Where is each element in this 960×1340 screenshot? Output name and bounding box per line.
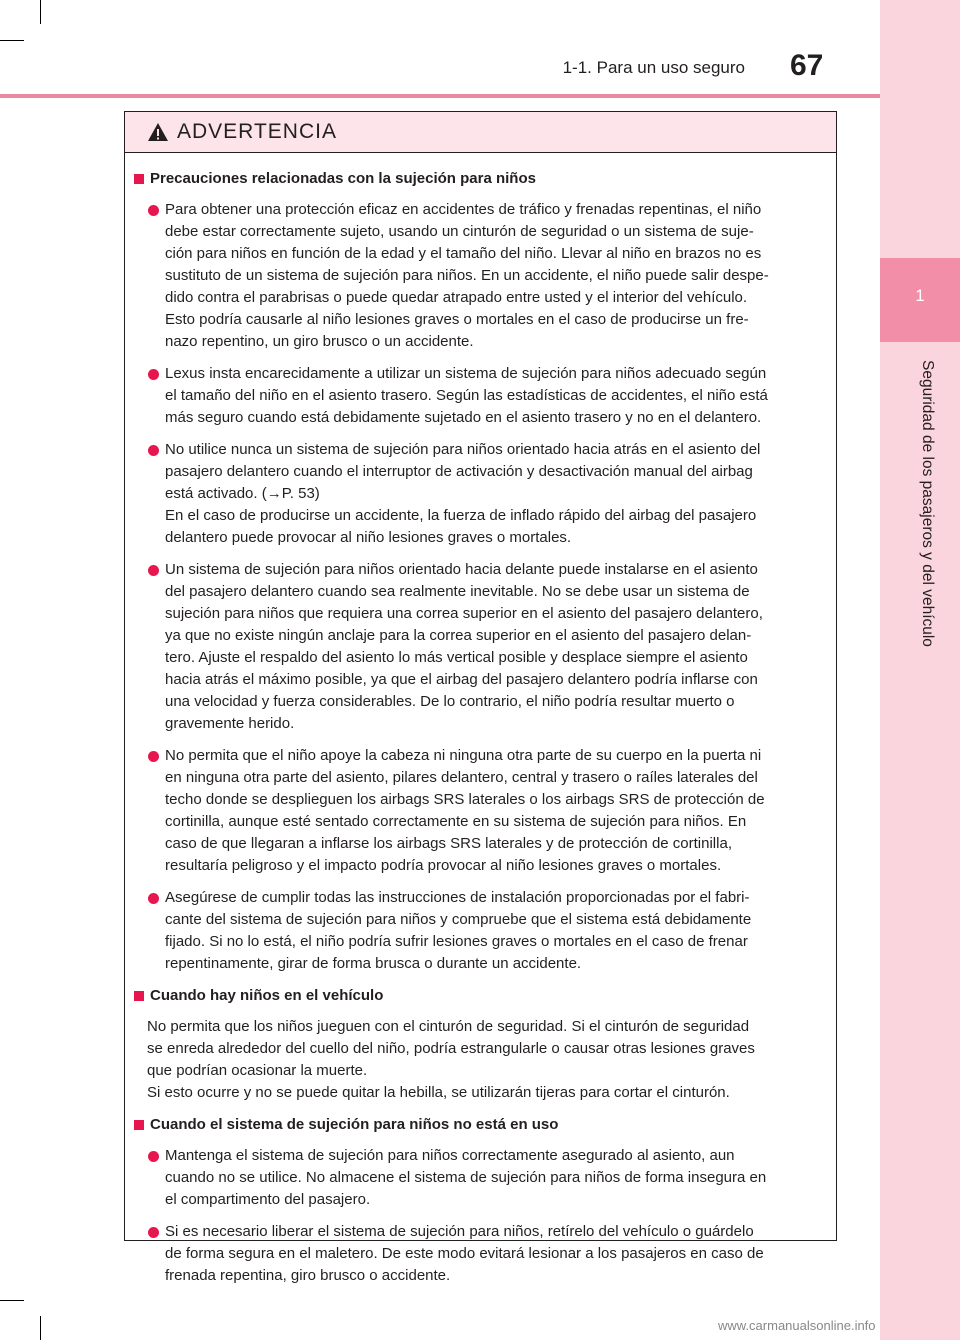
chapter-number: 1 <box>915 286 925 305</box>
crop-mark <box>40 0 41 24</box>
crop-mark <box>40 1316 41 1340</box>
red-square-marker <box>134 991 144 1001</box>
text-line: sustituto de un sistema de sujeción para niños. En un accidente, el niño puede salir despe- <box>165 267 769 284</box>
bullet-item <box>125 745 826 877</box>
text-line: Asegúrese de cumplir todas las instrucciones de instalación proporcionadas por el fabri- <box>165 889 750 906</box>
text-line: Si esto ocurre y no se puede quitar la hebilla, se utilizarán tijeras para cortar el cinturón. <box>147 1084 730 1101</box>
text-line: En el caso de producirse un accidente, la fuerza de inflado rápido del airbag del pasajero <box>165 507 757 524</box>
page-number: 67 <box>790 49 824 82</box>
section-heading-text: Precauciones relacionadas con la sujeción para niños <box>150 170 536 187</box>
text-line: se enreda alrededor del cuello del niño, podría estrangularle o causar otras lesiones graves <box>147 1040 755 1057</box>
watermark: www.carmanualsonline.info <box>718 1318 876 1333</box>
text-line: dido contra el parabrisas o puede quedar atrapado entre usted y el interior del vehículo. <box>165 289 748 306</box>
crop-mark <box>0 1300 24 1301</box>
text-line: ya que no existe ningún anclaje para la correa superior en el asiento del pasajero delan- <box>165 627 752 644</box>
text-line: el compartimento del pasajero. <box>165 1191 371 1208</box>
text-line: del pasajero delantero cuando sea realmente inevitable. No se debe usar un sistema de <box>165 583 750 600</box>
text-line: cortinilla, aunque esté sentado correctamente en su sistema de sujeción para niños. En <box>165 813 747 830</box>
text-line: nazo repentino, un giro brusco o un accidente. <box>165 333 474 350</box>
red-bullet-marker <box>148 445 159 456</box>
red-bullet-marker <box>148 565 159 576</box>
bullet-item <box>125 363 826 429</box>
text-line: el tamaño del niño en el asiento trasero. Según las estadísticas de accidentes, el niño está <box>165 387 768 404</box>
bullet-item <box>125 887 826 975</box>
text-line: de forma segura en el maletero. De este modo evitará lesionar a los pasajeros en caso de <box>165 1245 764 1262</box>
warning-box <box>124 111 837 1284</box>
red-bullet-marker <box>148 751 159 762</box>
text-line: una velocidad y fuerza considerables. De lo contrario, el niño podría resultar muerto o <box>165 693 735 710</box>
warning-body <box>125 153 836 1287</box>
text-line: No utilice nunca un sistema de sujeción para niños orientado hacia atrás en el asiento del <box>165 441 761 458</box>
text-line: techo donde se desplieguen los airbags SRS laterales o los airbags SRS de protección de <box>165 791 765 808</box>
section-heading <box>125 1114 826 1136</box>
text-line: ción para niños en función de la edad y el tamaño del niño. Llevar al niño en brazos no es <box>165 245 762 262</box>
text-line: Mantenga el sistema de sujeción para niños correctamente asegurado al asiento, aun <box>165 1147 735 1164</box>
text-line: frenada repentina, giro brusco o accidente. <box>165 1267 451 1284</box>
text-line: fijado. Si no lo está, el niño podría sufrir lesiones graves o mortales en el caso de frenar <box>165 933 748 950</box>
text-line: caso de que llegaran a inflarse los airbags SRS laterales y de protección de cortinilla, <box>165 835 732 852</box>
red-bullet-marker <box>148 1151 159 1162</box>
text-line: Un sistema de sujeción para niños orientado hacia delante puede instalarse en el asiento <box>165 561 758 578</box>
bullet-item <box>125 199 826 353</box>
text-line: No permita que el niño apoye la cabeza ni ninguna otra parte de su cuerpo en la puerta ni <box>165 747 762 764</box>
red-bullet-marker <box>148 1227 159 1238</box>
red-bullet-marker <box>148 893 159 904</box>
text-line: en ninguna otra parte del asiento, pilares delantero, central y trasero o raíles laterales del <box>165 769 758 786</box>
text-line: tero. Ajuste el respaldo del asiento lo más vertical posible y desplace siempre el asiento <box>165 649 748 666</box>
section-heading-text: Cuando hay niños en el vehículo <box>150 987 384 1004</box>
text-line: pasajero delantero cuando el interruptor de activación y desactivación manual del airbag <box>165 463 753 480</box>
text-line: cante del sistema de sujeción para niños y compruebe que el sistema está debidamente <box>165 911 752 928</box>
warning-triangle-icon <box>147 122 169 142</box>
text-line: hacia atrás el máximo posible, ya que el airbag del pasajero delantero podría inflarse con <box>165 671 758 688</box>
text-line: que podrían ocasionar la muerte. <box>147 1062 368 1079</box>
text-line: más seguro cuando está debidamente sujetado en el asiento trasero y no en el delantero. <box>165 409 762 426</box>
running-header-section: 1-1. Para un uso seguro <box>562 58 745 77</box>
red-bullet-marker <box>148 205 159 216</box>
text-line: Esto podría causarle al niño lesiones graves o mortales en el caso de producirse un fre- <box>165 311 749 328</box>
text-line: cuando no se utilice. No almacene el sistema de sujeción para niños de forma insegura en <box>165 1169 767 1186</box>
red-square-marker <box>134 1120 144 1130</box>
section-heading-text: Cuando el sistema de sujeción para niños no está en uso <box>150 1116 559 1133</box>
chapter-title: Seguridad de los pasajeros y del vehículo <box>919 360 936 647</box>
text-line: resultaría peligroso y el impacto podría provocar al niño lesiones graves o mortales. <box>165 857 722 874</box>
text-line: Lexus insta encarecidamente a utilizar un sistema de sujeción para niños adecuado según <box>165 365 767 382</box>
bullet-item <box>125 559 826 735</box>
bullet-item <box>125 1221 826 1287</box>
paragraph <box>125 1016 826 1104</box>
text-line: repentinamente, girar de forma brusca o durante un accidente. <box>165 955 582 972</box>
red-bullet-marker <box>148 369 159 380</box>
text-line: delantero puede provocar al niño lesiones graves o mortales. <box>165 529 572 546</box>
warning-title: ADVERTENCIA <box>177 120 337 143</box>
text-line: debe estar correctamente sujeto, usando un cinturón de seguridad o un sistema de suje- <box>165 223 754 240</box>
header-rule <box>0 94 880 98</box>
bullet-item <box>125 1145 826 1211</box>
section-heading <box>125 168 826 190</box>
text-line: No permita que los niños jueguen con el cinturón de seguridad. Si el cinturón de seguridad <box>147 1018 750 1035</box>
text-line: gravemente herido. <box>165 715 295 732</box>
red-square-marker <box>134 174 144 184</box>
section-heading <box>125 985 826 1007</box>
text-line: Para obtener una protección eficaz en accidentes de tráfico y frenadas repentinas, el niño <box>165 201 762 218</box>
text-line: Si es necesario liberar el sistema de sujeción para niños, retírelo del vehículo o guárdelo <box>165 1223 754 1240</box>
text-line: está activado. (→P. 53) <box>165 485 320 502</box>
crop-mark <box>0 40 24 41</box>
bullet-item <box>125 439 826 549</box>
warning-header <box>125 112 836 153</box>
text-line: sujeción para niños que requiera una correa superior en el asiento del pasajero delantero, <box>165 605 763 622</box>
chapter-side-tab <box>880 0 960 1340</box>
